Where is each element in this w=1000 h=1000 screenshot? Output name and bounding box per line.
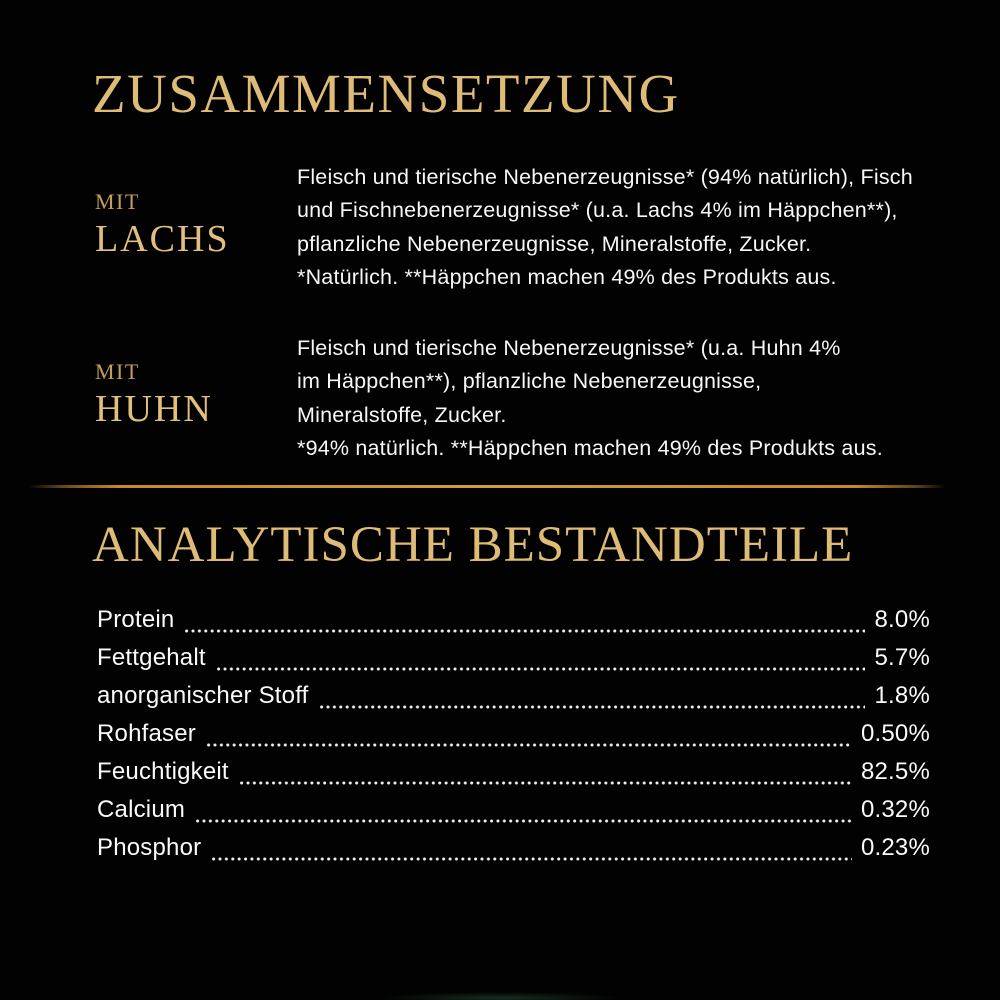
description-line: *Natürlich. **Häppchen machen 49% des Produkts aus. — [297, 265, 837, 290]
variant-label-huhn — [95, 361, 213, 428]
description-line: Fleisch und tierische Nebenerzeugnisse* (u.a. Huhn 4% — [297, 336, 841, 360]
description-line: Mineralstoffe, Zucker. — [297, 402, 507, 427]
leader-dots — [184, 628, 865, 634]
nutrient-value: 0.50% — [860, 720, 930, 747]
nutrient-label: Protein — [97, 606, 175, 633]
description-line: *94% natürlich. **Häppchen machen 49% des Produkts aus. — [297, 436, 883, 461]
variant-prefix: MIT — [95, 359, 140, 384]
variant-name-huhn: HUHN — [95, 388, 213, 430]
nutrient-label: Calcium — [97, 796, 186, 823]
analysis-title: ANALYTISCHE BESTANDTEILE — [92, 517, 854, 573]
nutrient-label: anorganischer Stoff — [97, 682, 309, 709]
bottom-product-glow — [380, 992, 620, 1000]
nutrient-row — [97, 834, 930, 872]
leader-dots — [216, 666, 866, 672]
description-line: und Fischnebenerzeugnisse* (u.a. Lachs 4% im Häppchen**), — [297, 198, 898, 223]
nutrient-value: 82.5% — [860, 758, 930, 785]
description-line: Fleisch und tierische Nebenerzeugnisse* (94% natürlich), Fisch — [297, 165, 913, 189]
nutrient-row — [97, 720, 930, 758]
nutrient-label: Rohfaser — [97, 720, 196, 747]
description-line: im Häppchen**), pflanzliche Nebenerzeugnisse, — [297, 369, 762, 394]
nutrient-value: 8.0% — [874, 606, 930, 633]
nutrient-row — [97, 796, 930, 834]
nutrient-value: 0.32% — [860, 796, 930, 823]
variant-label-lachs — [95, 191, 230, 258]
variant-name-lachs: LACHS — [95, 218, 230, 260]
leader-dots — [319, 704, 866, 710]
nutrient-value: 0.23% — [860, 834, 930, 861]
variant-description-lachs — [297, 161, 957, 295]
nutrient-label: Fettgehalt — [97, 644, 206, 671]
description-line: pflanzliche Nebenerzeugnisse, Mineralstoffe, Zucker. — [297, 231, 812, 256]
leader-dots — [206, 742, 852, 748]
leader-dots — [195, 818, 852, 824]
nutrient-row — [97, 758, 930, 796]
nutrient-row — [97, 682, 930, 720]
nutrient-value: 1.8% — [874, 682, 930, 709]
nutrient-row — [97, 644, 930, 682]
composition-title: ZUSAMMENSETZUNG — [92, 63, 680, 124]
nutrient-value: 5.7% — [874, 644, 930, 671]
nutrient-label: Phosphor — [97, 834, 202, 861]
nutrient-row — [97, 606, 930, 644]
leader-dots — [211, 856, 852, 862]
section-divider — [28, 485, 946, 488]
variant-description-huhn — [297, 332, 957, 466]
nutrient-table — [97, 606, 930, 872]
variant-prefix: MIT — [95, 189, 140, 214]
leader-dots — [239, 780, 852, 786]
nutrient-label: Feuchtigkeit — [97, 758, 229, 785]
